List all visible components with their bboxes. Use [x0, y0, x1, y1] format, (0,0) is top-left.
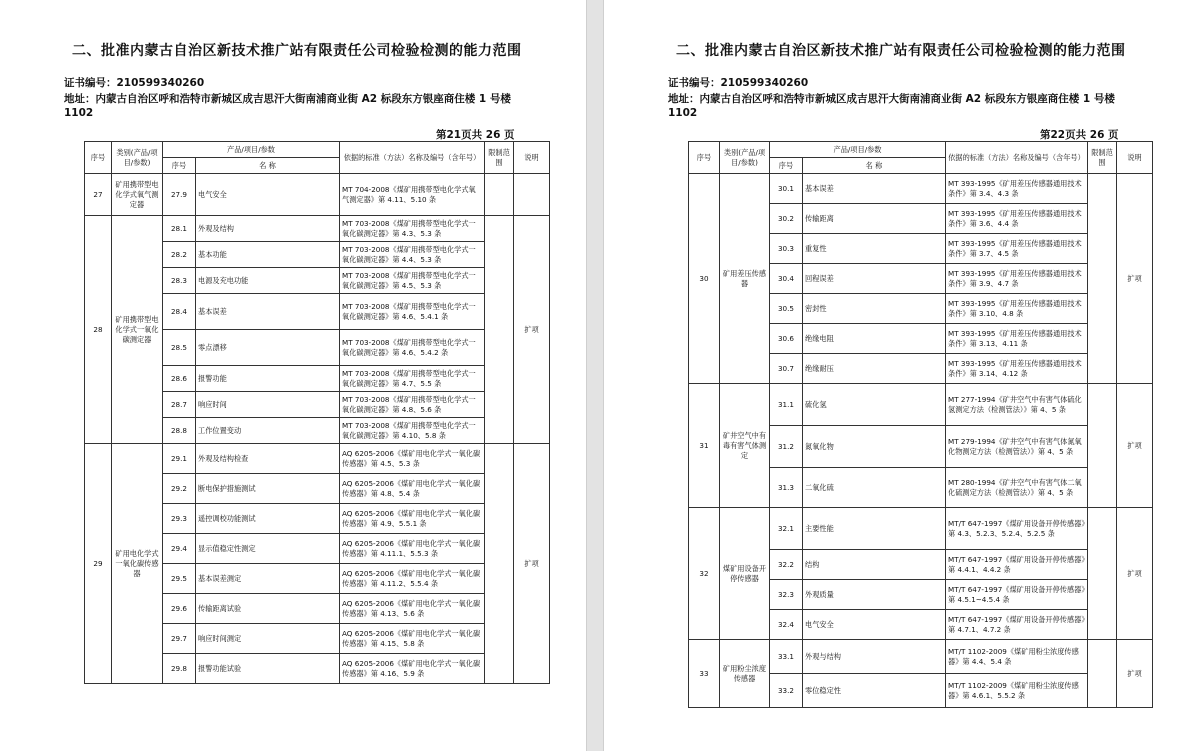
item-standard: MT 279-1994《矿井空气中有害气体氮氧化物测定方法（检测管法）》第 4、5 条: [946, 426, 1088, 468]
item-name: 硫化氢: [803, 384, 946, 426]
group-note: [514, 174, 550, 216]
group-limit: [1088, 384, 1117, 508]
item-number: 30.6: [770, 324, 803, 354]
item-number: 28.1: [163, 216, 196, 242]
item-name: 传输距离试验: [196, 594, 340, 624]
header-sub-seq: 序号: [163, 158, 196, 174]
item-number: 28.3: [163, 268, 196, 294]
item-standard: MT 277-1994《矿井空气中有害气体硫化氢测定方法（检测管法）》第 4、5 条: [946, 384, 1088, 426]
group-limit: [1088, 508, 1117, 640]
item-standard: MT/T 647-1997《煤矿用设备开停传感器》第 4.5.1~4.5.4 条: [946, 580, 1088, 610]
item-standard: AQ 6205-2006《煤矿用电化学式一氧化碳传感器》第 4.11.2、5.5.4 条: [340, 564, 485, 594]
group-seq: 31: [689, 384, 720, 508]
item-name: 电气安全: [803, 610, 946, 640]
page-title: 二、批准内蒙古自治区新技术推广站有限责任公司检验检测的能力范围: [72, 43, 522, 59]
page-gutter: [586, 0, 604, 751]
item-name: 重复性: [803, 234, 946, 264]
group-category: 煤矿用设备开停传感器: [720, 508, 770, 640]
item-number: 31.3: [770, 468, 803, 508]
item-standard: MT 703-2008《煤矿用携带型电化学式一氧化碳测定器》第 4.7、5.5 条: [340, 366, 485, 392]
group-seq: 29: [85, 444, 112, 684]
group-seq: 27: [85, 174, 112, 216]
item-name: 绝缘电阻: [803, 324, 946, 354]
item-number: 28.6: [163, 366, 196, 392]
table-row: [689, 640, 1153, 674]
item-standard: AQ 6205-2006《煤矿用电化学式一氧化碳传感器》第 4.8、5.4 条: [340, 474, 485, 504]
item-number: 30.2: [770, 204, 803, 234]
item-name: 显示值稳定性测定: [196, 534, 340, 564]
item-name: 响应时间测定: [196, 624, 340, 654]
item-number: 29.3: [163, 504, 196, 534]
header-limit: 限制范围: [485, 142, 514, 174]
item-number: 33.2: [770, 674, 803, 708]
table-row: [85, 444, 550, 474]
item-standard: MT 703-2008《煤矿用携带型电化学式一氧化碳测定器》第 4.4、5.3 条: [340, 242, 485, 268]
item-name: 电气安全: [196, 174, 340, 216]
group-category: 矿用差压传感器: [720, 174, 770, 384]
item-name: 基本误差: [196, 294, 340, 330]
header-row: [689, 142, 1153, 158]
group-limit: [1088, 174, 1117, 384]
item-number: 32.3: [770, 580, 803, 610]
item-name: 基本误差: [803, 174, 946, 204]
item-name: 报警功能: [196, 366, 340, 392]
item-name: 工作位置变动: [196, 418, 340, 444]
item-number: 29.1: [163, 444, 196, 474]
header-standard: 依据的标准（方法）名称及编号（含年号）: [946, 142, 1088, 174]
item-standard: MT 393-1995《矿用差压传感器通用技术条件》第 3.10、4.8 条: [946, 294, 1088, 324]
group-seq: 28: [85, 216, 112, 444]
group-note: 扩项: [1117, 508, 1153, 640]
item-name: 基本功能: [196, 242, 340, 268]
item-name: 零位稳定性: [803, 674, 946, 708]
item-standard: MT/T 647-1997《煤矿用设备开停传感器》第 4.4.1、4.4.2 条: [946, 550, 1088, 580]
item-standard: MT 703-2008《煤矿用携带型电化学式一氧化碳测定器》第 4.8、5.6 条: [340, 392, 485, 418]
table-row: [689, 384, 1153, 426]
table-row: [85, 216, 550, 242]
item-name: 传输距离: [803, 204, 946, 234]
header-seq: 序号: [85, 142, 112, 174]
capability-table: [84, 141, 550, 684]
header-limit: 限制范围: [1088, 142, 1117, 174]
group-category: 矿用电化学式一氧化碳传感器: [112, 444, 163, 684]
header-category: 类别(产品/项目/参数): [720, 142, 770, 174]
item-number: 32.1: [770, 508, 803, 550]
item-number: 29.7: [163, 624, 196, 654]
item-number: 30.5: [770, 294, 803, 324]
item-number: 28.5: [163, 330, 196, 366]
item-standard: AQ 6205-2006《煤矿用电化学式一氧化碳传感器》第 4.11.1、5.5.3 条: [340, 534, 485, 564]
item-name: 零点漂移: [196, 330, 340, 366]
item-name: 二氧化硫: [803, 468, 946, 508]
group-category: 矿用携带型电化学式一氧化碳测定器: [112, 216, 163, 444]
item-standard: MT 704-2008《煤矿用携带型电化学式氧气测定器》第 4.11、5.10 条: [340, 174, 485, 216]
group-limit: [485, 444, 514, 684]
item-name: 回程误差: [803, 264, 946, 294]
certificate-number: 证书编号：210599340260: [64, 77, 205, 89]
item-name: 基本误差测定: [196, 564, 340, 594]
item-number: 28.2: [163, 242, 196, 268]
item-name: 外观质量: [803, 580, 946, 610]
item-standard: MT 393-1995《矿用差压传感器通用技术条件》第 3.13、4.11 条: [946, 324, 1088, 354]
header-sub-seq: 序号: [770, 158, 803, 174]
item-number: 28.8: [163, 418, 196, 444]
item-standard: MT 280-1994《矿井空气中有害气体二氧化硫测定方法（检测管法）》第 4、5 条: [946, 468, 1088, 508]
group-note: 扩项: [1117, 174, 1153, 384]
item-number: 29.4: [163, 534, 196, 564]
page-22: [604, 0, 1182, 751]
item-standard: MT 703-2008《煤矿用携带型电化学式一氧化碳测定器》第 4.3、5.3 条: [340, 216, 485, 242]
page-number: 第22页共 26 页: [1040, 129, 1119, 141]
item-name: 电源及充电功能: [196, 268, 340, 294]
item-number: 28.4: [163, 294, 196, 330]
item-standard: MT/T 1102-2009《煤矿用粉尘浓度传感器》第 4.4、5.4 条: [946, 640, 1088, 674]
item-standard: MT 393-1995《矿用差压传感器通用技术条件》第 3.6、4.4 条: [946, 204, 1088, 234]
item-standard: MT 703-2008《煤矿用携带型电化学式一氧化碳测定器》第 4.6、5.4.1 条: [340, 294, 485, 330]
item-name: 遥控调校功能测试: [196, 504, 340, 534]
item-number: 33.1: [770, 640, 803, 674]
header-name: 名 称: [803, 158, 946, 174]
item-standard: MT 703-2008《煤矿用携带型电化学式一氧化碳测定器》第 4.6、5.4.2 条: [340, 330, 485, 366]
item-number: 30.1: [770, 174, 803, 204]
certificate-number: 证书编号：210599340260: [668, 77, 809, 89]
item-number: 30.7: [770, 354, 803, 384]
item-number: 31.2: [770, 426, 803, 468]
item-standard: MT 703-2008《煤矿用携带型电化学式一氧化碳测定器》第 4.5、5.3 条: [340, 268, 485, 294]
header-seq: 序号: [689, 142, 720, 174]
item-name: 报警功能试验: [196, 654, 340, 684]
item-name: 外观及结构: [196, 216, 340, 242]
table-row: [689, 174, 1153, 204]
item-standard: MT 393-1995《矿用差压传感器通用技术条件》第 3.14、4.12 条: [946, 354, 1088, 384]
page-21: [0, 0, 586, 751]
item-number: 29.8: [163, 654, 196, 684]
item-name: 主要性能: [803, 508, 946, 550]
item-name: 绝缘耐压: [803, 354, 946, 384]
capability-table: [688, 141, 1153, 708]
item-standard: AQ 6205-2006《煤矿用电化学式一氧化碳传感器》第 4.5、5.3 条: [340, 444, 485, 474]
header-product-group: 产品/项目/参数: [163, 142, 340, 158]
item-standard: MT/T 647-1997《煤矿用设备开停传感器》第 4.7.1、4.7.2 条: [946, 610, 1088, 640]
item-standard: AQ 6205-2006《煤矿用电化学式一氧化碳传感器》第 4.9、5.5.1 条: [340, 504, 485, 534]
group-note: 扩项: [1117, 384, 1153, 508]
item-standard: MT 393-1995《矿用差压传感器通用技术条件》第 3.4、4.3 条: [946, 174, 1088, 204]
page-number: 第21页共 26 页: [436, 129, 515, 141]
item-number: 28.7: [163, 392, 196, 418]
item-number: 30.3: [770, 234, 803, 264]
item-standard: AQ 6205-2006《煤矿用电化学式一氧化碳传感器》第 4.16、5.9 条: [340, 654, 485, 684]
table-row: [689, 508, 1153, 550]
item-standard: MT/T 647-1997《煤矿用设备开停传感器》第 4.3、5.2.3、5.2.4、5.2.5 条: [946, 508, 1088, 550]
group-seq: 30: [689, 174, 720, 384]
address: 地址：内蒙古自治区呼和浩特市新城区成吉思汗大街南浦商业街 A2 标段东方银座商住楼 1 号楼 1102: [64, 93, 511, 119]
item-number: 32.2: [770, 550, 803, 580]
item-name: 断电保护措施测试: [196, 474, 340, 504]
item-standard: MT 393-1995《矿用差压传感器通用技术条件》第 3.7、4.5 条: [946, 234, 1088, 264]
item-number: 27.9: [163, 174, 196, 216]
group-category: 矿井空气中有毒有害气体测定: [720, 384, 770, 508]
item-standard: MT 393-1995《矿用差压传感器通用技术条件》第 3.9、4.7 条: [946, 264, 1088, 294]
item-number: 29.2: [163, 474, 196, 504]
item-standard: AQ 6205-2006《煤矿用电化学式一氧化碳传感器》第 4.13、5.6 条: [340, 594, 485, 624]
header-row: [85, 142, 550, 158]
header-product-group: 产品/项目/参数: [770, 142, 946, 158]
item-number: 32.4: [770, 610, 803, 640]
item-name: 外观及结构检查: [196, 444, 340, 474]
item-name: 外观与结构: [803, 640, 946, 674]
group-note: 扩项: [1117, 640, 1153, 708]
item-number: 31.1: [770, 384, 803, 426]
group-seq: 32: [689, 508, 720, 640]
header-standard: 依据的标准（方法）名称及编号（含年号）: [340, 142, 485, 174]
header-note: 说明: [1117, 142, 1153, 174]
header-note: 说明: [514, 142, 550, 174]
header-name: 名 称: [196, 158, 340, 174]
group-category: 矿用携带型电化学式氧气测定器: [112, 174, 163, 216]
item-standard: AQ 6205-2006《煤矿用电化学式一氧化碳传感器》第 4.15、5.8 条: [340, 624, 485, 654]
item-number: 29.6: [163, 594, 196, 624]
page-title: 二、批准内蒙古自治区新技术推广站有限责任公司检验检测的能力范围: [676, 43, 1126, 59]
item-name: 结构: [803, 550, 946, 580]
header-category: 类别(产品/项目/参数): [112, 142, 163, 174]
item-number: 30.4: [770, 264, 803, 294]
group-limit: [485, 216, 514, 444]
group-note: 扩项: [514, 216, 550, 444]
item-standard: MT/T 1102-2009《煤矿用粉尘浓度传感器》第 4.6.1、5.5.2 条: [946, 674, 1088, 708]
group-seq: 33: [689, 640, 720, 708]
item-name: 密封性: [803, 294, 946, 324]
item-standard: MT 703-2008《煤矿用携带型电化学式一氧化碳测定器》第 4.10、5.8 条: [340, 418, 485, 444]
group-limit: [485, 174, 514, 216]
group-note: 扩项: [514, 444, 550, 684]
item-name: 氮氧化物: [803, 426, 946, 468]
group-limit: [1088, 640, 1117, 708]
table-row: [85, 174, 550, 216]
group-category: 矿用粉尘浓度传感器: [720, 640, 770, 708]
item-name: 响应时间: [196, 392, 340, 418]
item-number: 29.5: [163, 564, 196, 594]
address: 地址：内蒙古自治区呼和浩特市新城区成吉思汗大街南浦商业街 A2 标段东方银座商住楼 1 号楼 1102: [668, 93, 1115, 119]
